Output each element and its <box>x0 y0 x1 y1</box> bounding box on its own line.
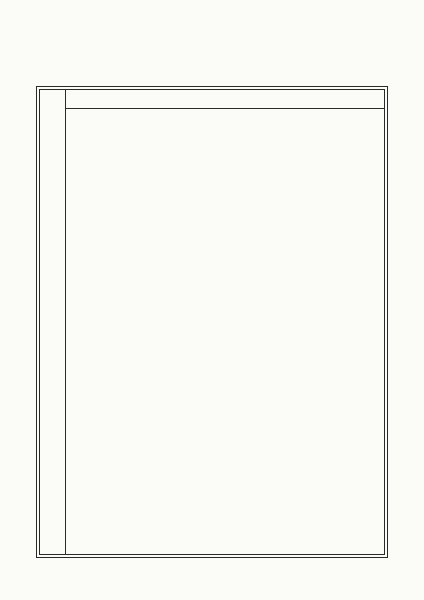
verse-number <box>82 92 94 106</box>
verse-number <box>340 92 352 106</box>
verse-number <box>168 92 180 106</box>
text-column <box>152 112 166 550</box>
verse-number <box>67 92 79 106</box>
text-column <box>138 112 152 550</box>
text-column <box>239 112 253 550</box>
text-frame-inner <box>39 89 385 555</box>
text-column <box>296 112 310 550</box>
title-strip <box>40 90 66 554</box>
text-column <box>66 112 80 550</box>
text-column <box>310 112 324 550</box>
text-column <box>339 112 353 550</box>
text-column <box>353 112 367 550</box>
text-column <box>253 112 267 550</box>
verse-number <box>369 92 381 106</box>
text-column <box>181 112 195 550</box>
verse-number <box>211 92 223 106</box>
verse-number <box>196 92 208 106</box>
verse-number <box>254 92 266 106</box>
verse-number <box>125 92 137 106</box>
verse-number <box>297 92 309 106</box>
text-column <box>81 112 95 550</box>
verse-number <box>182 92 194 106</box>
text-column <box>267 112 281 550</box>
verse-number-band <box>66 90 384 109</box>
text-frame <box>36 86 388 558</box>
corner-note <box>276 34 336 78</box>
text-column <box>210 112 224 550</box>
verse-number <box>326 92 338 106</box>
text-column <box>325 112 339 550</box>
verse-number <box>96 92 108 106</box>
text-column <box>124 112 138 550</box>
verse-number <box>153 92 165 106</box>
verse-number <box>283 92 295 106</box>
verse-number <box>311 92 323 106</box>
text-column <box>282 112 296 550</box>
verse-number <box>268 92 280 106</box>
verse-number <box>240 92 252 106</box>
text-columns <box>66 108 384 554</box>
verse-number <box>139 92 151 106</box>
text-column <box>195 112 209 550</box>
verse-number <box>225 92 237 106</box>
text-column <box>224 112 238 550</box>
verse-number <box>354 92 366 106</box>
text-column <box>109 112 123 550</box>
verse-number <box>110 92 122 106</box>
text-column <box>368 112 382 550</box>
text-column <box>95 112 109 550</box>
text-column <box>167 112 181 550</box>
